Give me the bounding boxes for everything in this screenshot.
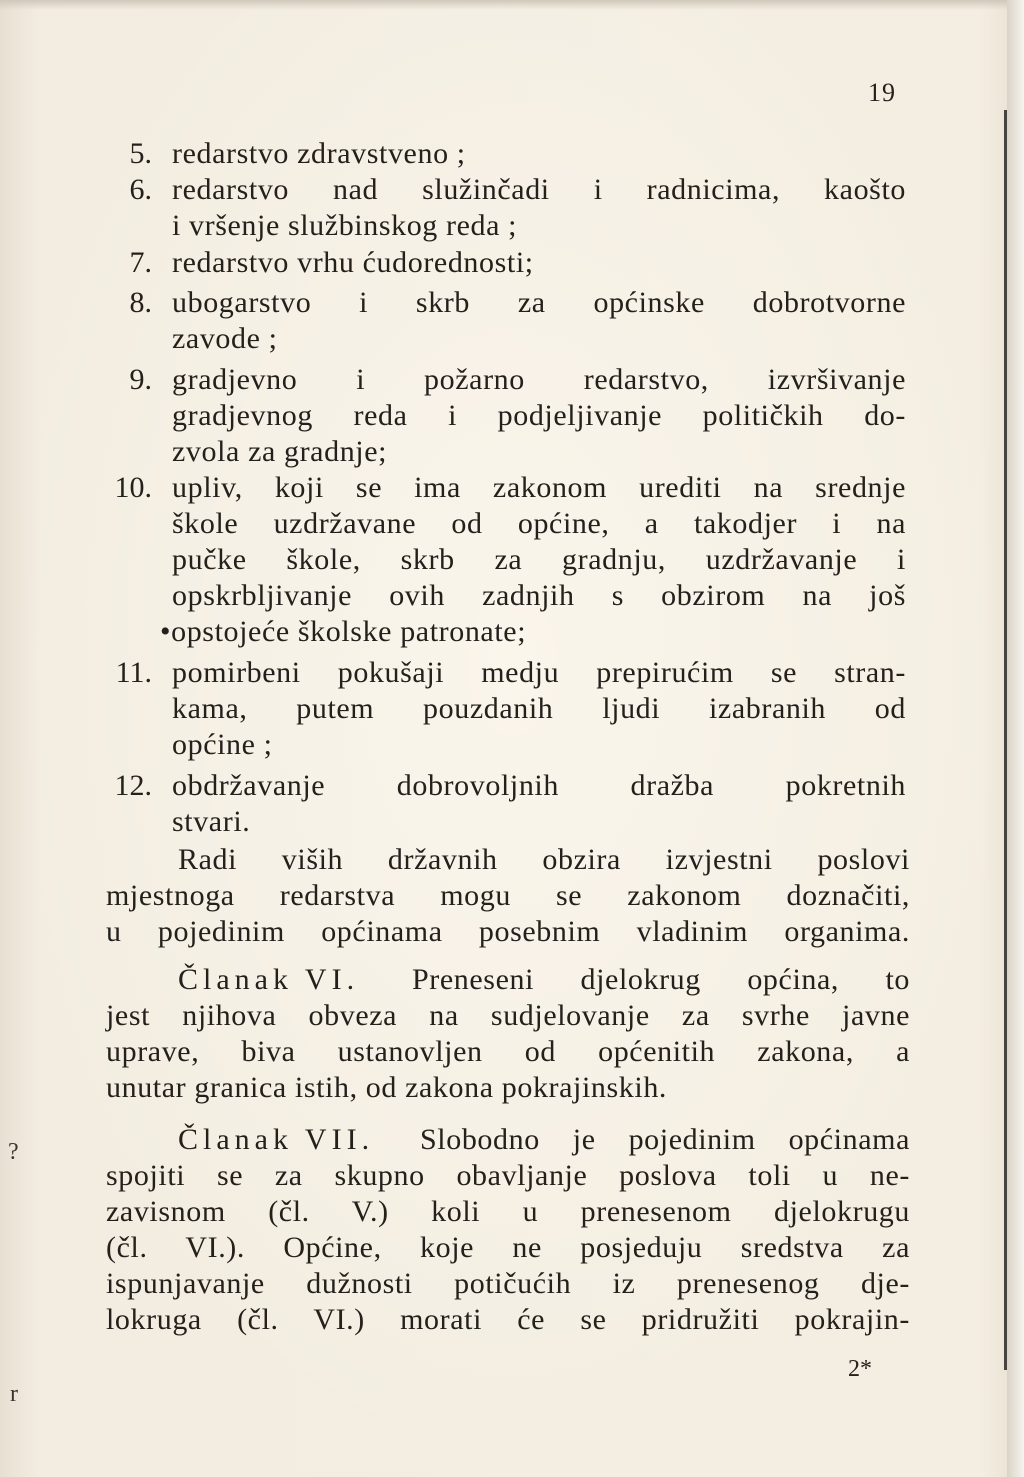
page-top-edge (0, 0, 1024, 10)
item-text-line: škole uzdržavane od općine, a takodjer i na (172, 507, 906, 540)
item-text-line: obdržavanje dobrovoljnih dražba pokretnih (172, 769, 906, 802)
item-number: 6. (129, 173, 152, 206)
item-number: 8. (129, 286, 152, 319)
item-text-line: •opstojeće školske patronate; (160, 615, 527, 648)
paragraph-line: zavisnom (čl. V.) koli u prenesenom djelokrugu (106, 1195, 910, 1228)
page-number: 19 (868, 78, 896, 107)
item-text-line: pučke škole, skrb za gradnju, uzdržavanje i (172, 543, 906, 576)
item-text-line: gradjevnog reda i podjeljivanje političkih do- (172, 399, 906, 432)
item-text-line: redarstvo vrhu ćudorednosti; (172, 246, 534, 279)
item-text-line: redarstvo zdravstveno ; (172, 137, 466, 170)
paragraph-line: Slobodno je pojedinim općinama (420, 1123, 910, 1156)
page-right-strip (1007, 0, 1024, 1477)
item-text-line: opskrbljivanje ovih zadnjih s obzirom na još (172, 579, 906, 612)
item-number: 7. (129, 246, 152, 279)
paragraph-line: (čl. VI.). Općine, koje ne posjeduju sredstva za (106, 1231, 910, 1264)
item-number: 10. (114, 471, 152, 504)
paragraph-line: u pojedinim općinama posebnim vladinim organima. (106, 915, 910, 948)
paragraph-line: uprave, biva ustanovljen od općenitih zakona, a (106, 1035, 910, 1068)
item-text-line: zavode ; (172, 322, 278, 355)
item-text-line: upliv, koji se ima zakonom urediti na srednje (172, 471, 906, 504)
item-text-line: i vršenje službinskog reda ; (172, 209, 518, 242)
item-number: 11. (115, 656, 152, 689)
item-text-line: stvari. (172, 805, 251, 838)
paragraph-line: ispunjavanje dužnosti potičućih iz prenesenog dje- (106, 1267, 910, 1300)
item-text-line: općine ; (172, 728, 273, 761)
article-heading: Članak VI. (178, 963, 360, 996)
paragraph-line: Radi viših državnih obzira izvjestni poslovi (178, 843, 910, 876)
item-text-line: redarstvo nad služinčadi i radnicima, kaošto (172, 173, 906, 206)
article-heading: Članak VII. (178, 1123, 375, 1156)
signature-mark: 2* (848, 1356, 872, 1382)
item-text-line: ubogarstvo i skrb za općinske dobrotvorne (172, 286, 906, 319)
paragraph-line: mjestnoga redarstva mogu se zakonom doznačiti, (106, 879, 910, 912)
page-right-rule (1004, 110, 1007, 1370)
paragraph-line: jest njihova obveza na sudjelovanje za svrhe javne (106, 999, 910, 1032)
paragraph-line: unutar granica istih, od zakona pokrajinskih. (106, 1071, 668, 1104)
item-text-line: kama, putem pouzdanih ljudi izabranih od (172, 692, 906, 725)
item-number: 12. (114, 769, 152, 802)
item-text-line: zvola za gradnje; (172, 435, 388, 468)
item-number: 5. (129, 137, 152, 170)
margin-mark-question: ? (8, 1139, 19, 1165)
margin-mark-r: r (10, 1381, 18, 1407)
paragraph-line: spojiti se za skupno obavljanje poslova toli u ne- (106, 1159, 910, 1192)
paragraph-line: Preneseni djelokrug općina, to (412, 963, 910, 996)
item-number: 9. (129, 363, 152, 396)
item-text-line: gradjevno i požarno redarstvo, izvršivanje (172, 363, 906, 396)
paragraph-line: lokruga (čl. VI.) morati će se pridružiti pokrajin- (106, 1303, 910, 1336)
item-text-line: pomirbeni pokušaji medju prepirućim se stran- (172, 656, 906, 689)
